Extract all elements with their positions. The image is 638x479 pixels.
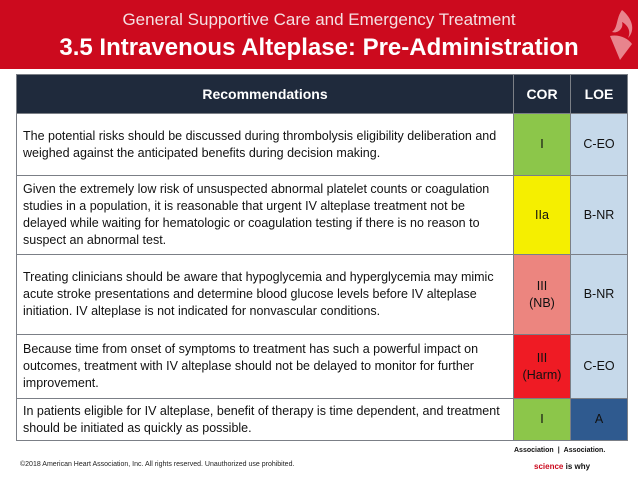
cor-value: III (536, 350, 548, 365)
cor-value: IIa (535, 207, 549, 222)
cor-value: I (540, 137, 544, 151)
table-row (17, 399, 628, 441)
cor-qualifier: (Harm) (522, 367, 562, 382)
association-right-text: Association. (563, 447, 606, 454)
copyright-notice: ©2018 American Heart Association, Inc. All rights reserved. Unauthorized use prohibited. (20, 461, 295, 468)
cor-cell (514, 335, 571, 399)
table-row (17, 335, 628, 399)
recommendation-text: Treating clinicians should be aware that hypoglycemia and hyperglycemia may mimic acute stroke presentations and determine blood glucose levels before IV alteplase initiation. IV alteplase is not indicated for nonvascular conditions. (17, 255, 514, 335)
cor-value: I (540, 412, 544, 426)
recommendations-table (16, 74, 628, 441)
slogan-is-why: is why (565, 462, 591, 471)
recommendations-column-header: Recommendations (17, 75, 514, 114)
cor-cell (514, 255, 571, 335)
loe-cell: A (571, 399, 628, 441)
table-row (17, 176, 628, 255)
cor-cell (514, 399, 571, 441)
table-row (17, 114, 628, 176)
association-logos (514, 447, 605, 454)
slogan (534, 462, 590, 471)
slide-header (0, 0, 638, 69)
loe-cell: C-EO (571, 114, 628, 176)
slogan-science: science (534, 462, 564, 471)
cor-qualifier: (NB) (529, 295, 555, 310)
loe-column-header: LOE (571, 75, 628, 114)
torch-logo-icon (598, 4, 638, 64)
table-header-row (17, 75, 628, 114)
association-left-text: Association (514, 447, 554, 454)
cor-value: III (536, 278, 548, 293)
table-row (17, 255, 628, 335)
recommendation-text: The potential risks should be discussed during thrombolysis eligibility deliberation and weighed against the anticipated benefits during decision making. (17, 114, 514, 176)
slide-title: 3.5 Intravenous Alteplase: Pre-Administration (59, 34, 579, 61)
cor-cell (514, 114, 571, 176)
loe-cell: B-NR (571, 176, 628, 255)
cor-cell (514, 176, 571, 255)
recommendation-text: In patients eligible for IV alteplase, benefit of therapy is time dependent, and treatment should be initiated as quickly as possible. (17, 399, 514, 441)
recommendation-text: Because time from onset of symptoms to treatment has such a powerful impact on outcomes, treatment with IV alteplase should not be delayed to monitor for further improvement. (17, 335, 514, 399)
slide-subtitle: General Supportive Care and Emergency Treatment (122, 10, 516, 29)
cor-column-header: COR (514, 75, 571, 114)
recommendation-text: Given the extremely low risk of unsuspected abnormal platelet counts or coagulation studies in a population, it is reasonable that urgent IV alteplase treatment not be delayed while waiting for hematologic or coagulation testing if there is no reason to suspect an abnormal test. (17, 176, 514, 255)
logo-separator: | (557, 447, 560, 454)
loe-cell: B-NR (571, 255, 628, 335)
loe-cell: C-EO (571, 335, 628, 399)
